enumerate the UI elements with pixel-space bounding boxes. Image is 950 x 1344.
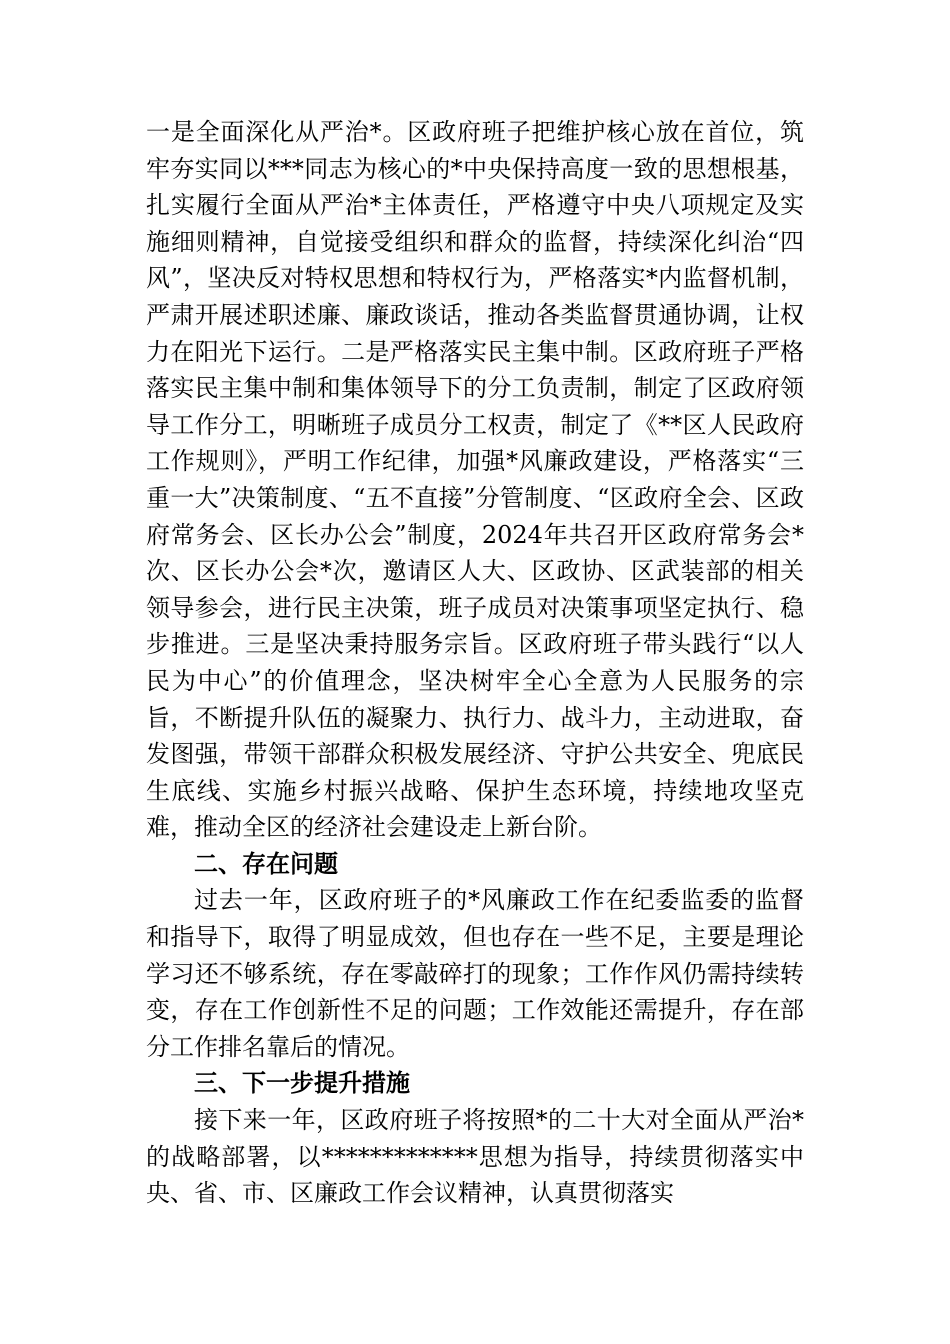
paragraph-achievements: 一是全面深化从严治*。区政府班子把维护核心放在首位，筑牢夯实同以***同志为核心的*中央保持高度一致的思想根基，扎实履行全面从严治*主体责任，严格遵守中央八项规定及实施细则精神，自觉接受组织和群众的监督，持续深化纠治“四风”，坚决反对特权思想和特权行为，严格落实*内监督机制，严肃开展述职述廉、廉政谈话，推动各类监督贯通协调，让权力在阳光下运行。二是严格落实民主集中制。区政府班子严格落实民主集中制和集体领导下的分工负责制，制定了区政府领导工作分工，明晰班子成员分工权责，制定了《**区人民政府工作规则》，严明工作纪律，加强*风廉政建设，严格落实“三重一大”决策制度、“五不直接”分管制度、“区政府全会、区政府常务会、区长办公会”制度，2024年共召开区政府常务会*次、区长办公会*次，邀请区人大、区政协、区武装部的相关领导参会，进行民主决策，班子成员对决策事项坚定执行、稳步推进。三是坚决秉持服务宗旨。区政府班子带头践行“以人民为中心”的价值理念，坚决树牢全心全意为人民服务的宗旨，不断提升队伍的凝聚力、执行力、战斗力，主动进取，奋发图强，带领干部群众积极发展经济、守护公共安全、兜底民生底线、实施乡村振兴战略、保护生态环境，持续地攻坚克难，推动全区的经济社会建设走上新台阶。 [146,118,804,842]
section-heading-next-steps: 三、下一步提升措施 [194,1069,410,1098]
document-body [146,114,804,1212]
paragraph-next-steps: 接下来一年，区政府班子将按照*的二十大对全面从严治*的战略部署，以*************思想为指导，持续贯彻落实中央、省、市、区廉政工作会议精神，认真贯彻落实 [146,1106,804,1208]
section-heading-problems: 二、存在问题 [194,849,338,878]
paragraph-problems: 过去一年，区政府班子的*风廉政工作在纪委监委的监督和指导下，取得了明显成效，但也存在一些不足，主要是理论学习还不够系统，存在零敲碎打的现象；工作作风仍需持续转变，存在工作创新性不足的问题；工作效能还需提升，存在部分工作排名靠后的情况。 [146,886,804,1061]
